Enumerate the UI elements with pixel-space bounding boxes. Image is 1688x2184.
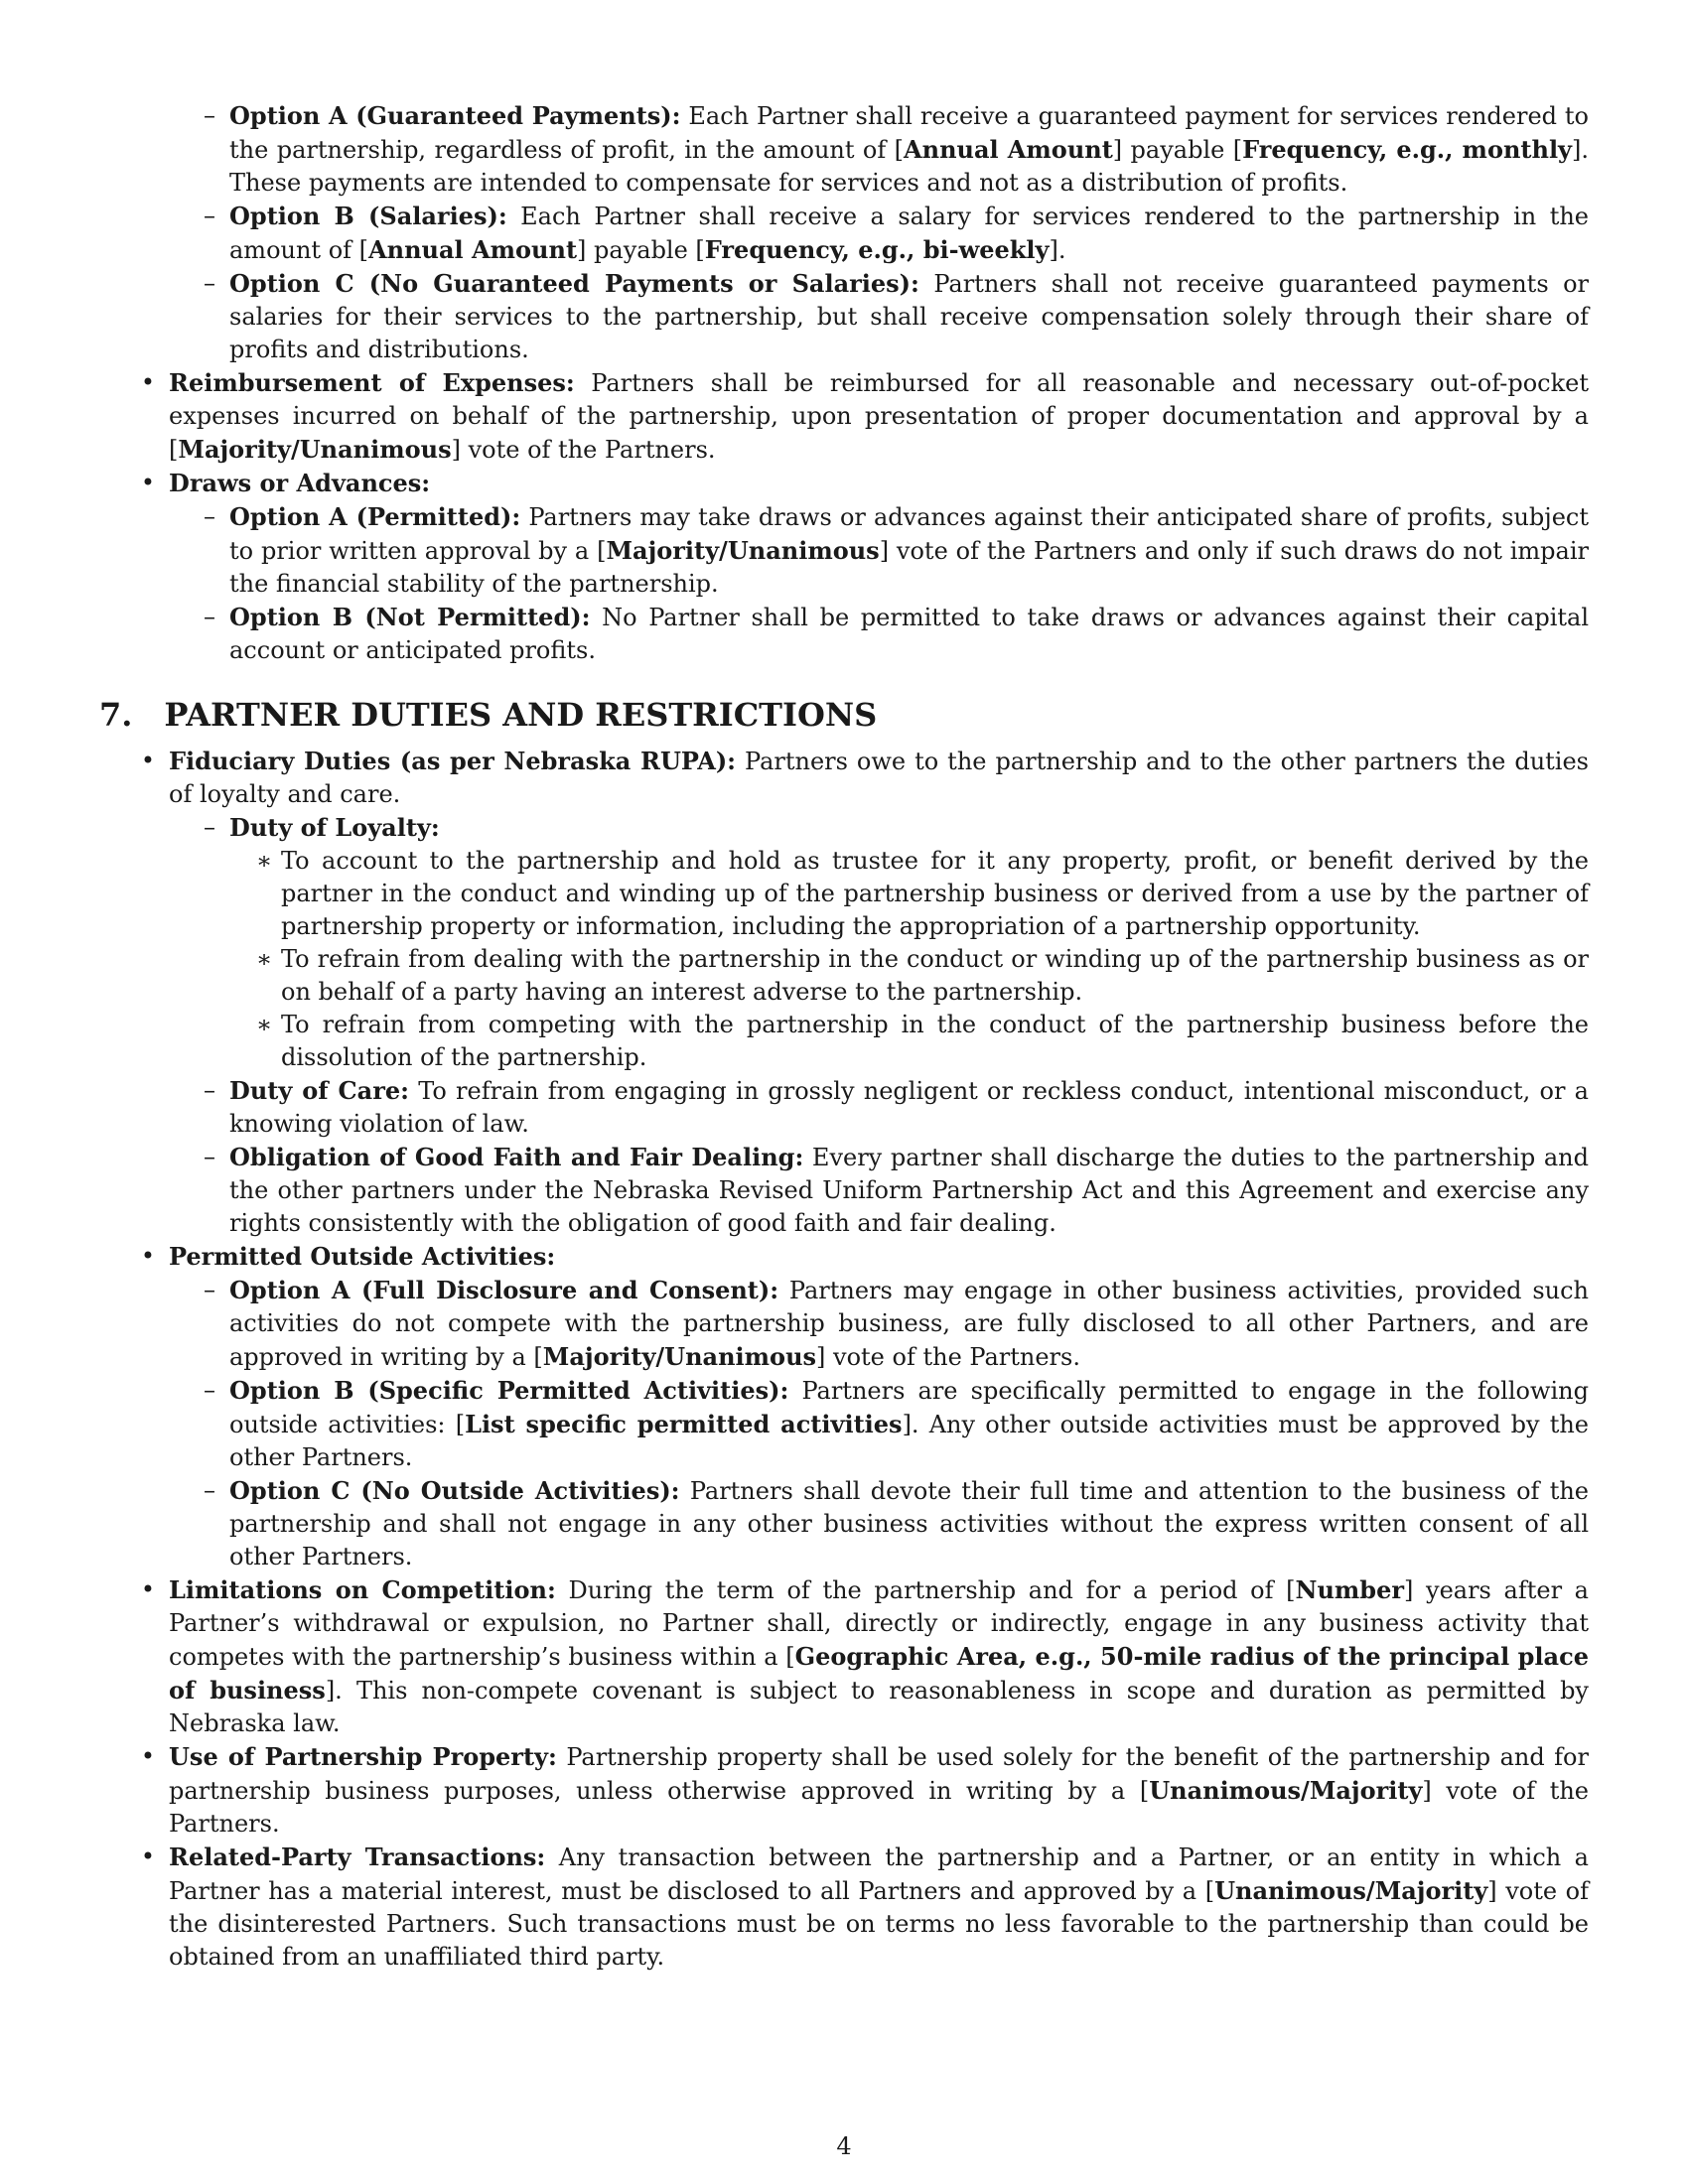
list-item: – Option B (Specific Permitted Activities): Partners are specifically permitted to engage in the following outside activities: [List specific permitted activities]. Any other outside activities must be approved by the other Partners. bbox=[204, 1376, 1590, 1471]
list-item-property: • Use of Partnership Property: Partnership property shall be used solely for the benefit of the partnership and for partnership business purposes, unless otherwise approved in writing by a [Unanimous/Majority] vote of the Partners. bbox=[140, 1742, 1589, 1838]
list-item: ∗ To account to the partnership and hold as trustee for it any property, profit, or benefit derived by the partner in the conduct and winding up of the partnership business or derived from a use by the partner of partnership property or information, including the appropriation of a partnership opportunity. bbox=[255, 847, 1589, 940]
list-item: – Option C (No Guaranteed Payments or Salaries): Partners shall not receive guaranteed payments or salaries for their services to the partnership, but shall receive compensation solely through their share of profits and distributions. bbox=[204, 269, 1589, 363]
list-item-fiduciary: • Fiduciary Duties (as per Nebraska RUPA): Partners owe to the partnership and to the other partners the duties of loyalty and care. – Duty of Loyalty: ∗ To account to the partnership and hold as trustee for it any property, profit, or benefit derived by the partner in the conduct and winding up of the partnership business or derived from a use by the partner of partnership property or information, including the appropriation of a partnership opportunity. ∗ To refrain from dealing with the partnership in the conduct or winding up of the partnership business as or on behalf of a party having an interest adverse to the partnership. ∗ To refrain from competing with the partnership in the conduct of the partnership business before the dissolution of the partnership. – Duty of Care: To refrain from engaging in grossly negligent or reckless conduct, intentional misconduct, or a knowing violation of law. – Obligation of Good Faith and Fair Dealing: Every partner shall discharge the duties to the partnership and the other partners under the Nebraska Revised Uniform Partnership Act and this Agreement and exercise any rights consistently with the obligation of good faith and fair dealing. bbox=[99, 745, 1589, 1240]
list-item-care: – Duty of Care: To refrain from engaging in grossly negligent or reckless conduct, intentional misconduct, or a knowing violation of law. bbox=[204, 1076, 1589, 1138]
list-item-good-faith: – Obligation of Good Faith and Fair Dealing: Every partner shall discharge the duties to the partnership and the other partners under the Nebraska Revised Uniform Partnership Act and this Agreement and exercise any rights consistently with the obligation of good faith and fair dealing. bbox=[204, 1143, 1589, 1237]
list-item-related-party: • Related-Party Transactions: Any transaction between the partnership and a Partner, or an entity in which a Partner has a material interest, must be disclosed to all Partners and approved by a [Unanimous/Majority] vote of the disinterested Partners. Such transactions must be on terms no less favorable to the partnership than could be obtained from an unaffiliated third party. bbox=[140, 1843, 1590, 1971]
list-item: – Option A (Permitted): Partners may take draws or advances against their anticipated share of profits, subject to prior written approval by a [Majority/Unanimous] vote of the Partners and only if such draws do not impair the financial stability of the partnership. bbox=[204, 502, 1590, 598]
outside-options-list bbox=[169, 1274, 1589, 1573]
page-content bbox=[99, 99, 1589, 1974]
list-item-competition: • Limitations on Competition: During the term of the partnership and for a period of [Number] years after a Partner’s withdrawal or expulsion, no Partner shall, directly or indirectly, engage in any business activity that competes with the partnership’s business within a [Geographic Area, e.g., 50-mile radius of the principal place of business]. This non-compete covenant is subject to reasonableness in scope and duration as permitted by Nebraska law. bbox=[140, 1575, 1589, 1737]
list-item-loyalty: – Duty of Loyalty: ∗ To account to the partnership and hold as trustee for it any property, profit, or benefit derived by the partner in the conduct and winding up of the partnership business or derived from a use by the partner of partnership property or information, including the appropriation of a partnership opportunity. ∗ To refrain from dealing with the partnership in the conduct or winding up of the partnership business as or on behalf of a party having an interest adverse to the partnership. ∗ To refrain from competing with the partnership in the conduct of the partnership business before the dissolution of the partnership. bbox=[169, 811, 1589, 1074]
list-item: – Option B (Not Permitted): No Partner shall be permitted to take draws or advances against their capital account or anticipated profits. bbox=[204, 603, 1589, 664]
list-item-reimbursement: • Reimbursement of Expenses: Partners shall be reimbursed for all reasonable and necessary out-of-pocket expenses incurred on behalf of the partnership, upon presentation of proper documentation and approval by a [Majority/Unanimous] vote of the Partners. bbox=[140, 368, 1589, 464]
list-item-draws: • Draws or Advances: – Option A (Permitted): Partners may take draws or advances against their anticipated share of profits, subject to prior written approval by a [Majority/Unanimous] vote of the Partners and only if such draws do not impair the financial stability of the partnership. – Option B (Not Permitted): No Partner shall be permitted to take draws or advances against their capital account or anticipated profits. bbox=[99, 467, 1589, 667]
compensation-options-list bbox=[99, 99, 1589, 366]
list-item: – Option A (Guaranteed Payments): Each Partner shall receive a guaranteed payment for services rendered to the partnership, regardless of profit, in the amount of [Annual Amount] payable [Frequency, e.g., monthly]. These payments are intended to compensate for services and not as a distribution of profits. bbox=[204, 101, 1590, 197]
list-item: ∗ To refrain from dealing with the partnership in the conduct or winding up of the partnership business as or on behalf of a party having an interest adverse to the partnership. bbox=[255, 945, 1589, 1006]
list-item-outside-activities: • Permitted Outside Activities: – Option A (Full Disclosure and Consent): Partners may engage in other business activities, provided such activities do not compete with the partnership business, are fully disclosed to all other Partners, and are approved in writing by a [Majority/Unanimous] vote of the Partners. – Option B (Specific Permitted Activities): Partners are specifically permitted to engage in the following outside activities: [List specific permitted activities]. Any other outside activities must be approved by the other Partners. – Option C (No Outside Activities): Partners shall devote their full time and attention to the business of the partnership and shall not engage in any other business activities without the express written consent of all other Partners. bbox=[99, 1240, 1589, 1573]
page-number: 4 bbox=[836, 2132, 852, 2160]
section-heading: 7. PARTNER DUTIES AND RESTRICTIONS bbox=[99, 696, 878, 734]
list-item: ∗ To refrain from competing with the partnership in the conduct of the partnership business before the dissolution of the partnership. bbox=[255, 1011, 1589, 1071]
fiduciary-subitems bbox=[169, 811, 1589, 1240]
loyalty-items bbox=[229, 845, 1589, 1074]
list-item: – Option C (No Outside Activities): Partners shall devote their full time and attention to the business of the partnership and shall not engage in any other business activities without the express written consent of all other Partners. bbox=[204, 1476, 1589, 1570]
list-item: – Option B (Salaries): Each Partner shall receive a salary for services rendered to the partnership in the amount of [Annual Amount] payable [Frequency, e.g., bi-weekly]. bbox=[204, 202, 1589, 264]
list-item: – Option A (Full Disclosure and Consent): Partners may engage in other business activities, provided such activities do not compete with the partnership business, are fully disclosed to all other Partners, and are approved in writing by a [Majority/Unanimous] vote of the Partners. bbox=[204, 1276, 1589, 1371]
section6-bullets bbox=[99, 366, 1589, 667]
section7-bullets bbox=[99, 745, 1589, 1974]
draws-options-list bbox=[169, 500, 1589, 667]
